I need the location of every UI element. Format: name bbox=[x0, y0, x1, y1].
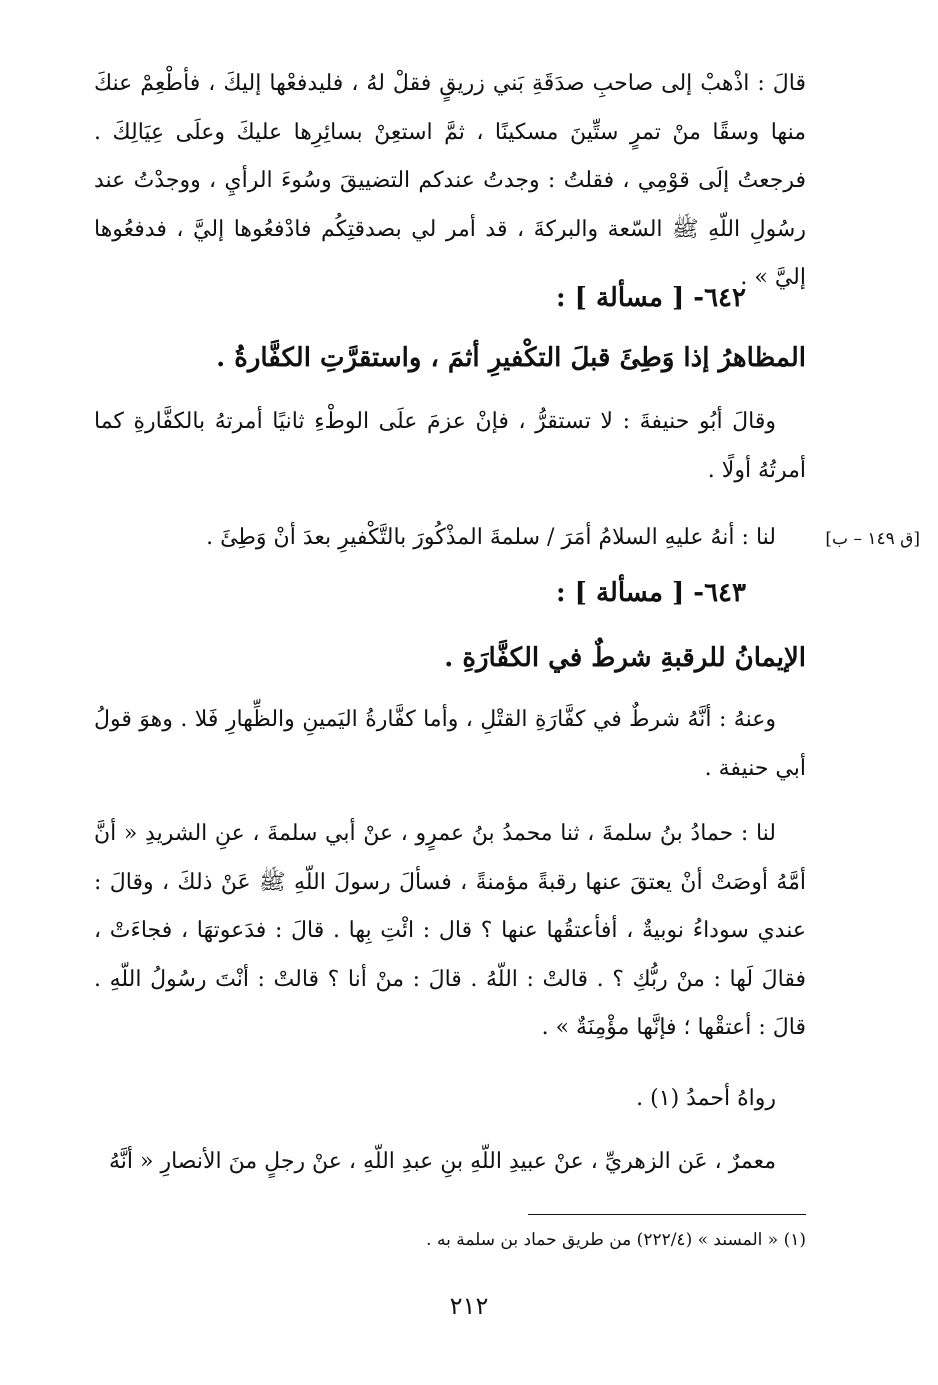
text-block bbox=[94, 398, 806, 495]
text-block bbox=[94, 696, 806, 793]
page-number: ٢١٢ bbox=[449, 1292, 489, 1320]
paragraph: وقالَ أبُو حنيفةَ : لا تستقرُّ ، فإنْ عزمَ علَى الوطْءِ ثانيًا أمرتهُ بالكفَّارةِ كما أمرتُهُ أولًا . bbox=[94, 409, 806, 483]
footnote-divider bbox=[528, 1214, 806, 1215]
issue-number-heading: ٦٤٢- [ مسألة ] : bbox=[555, 283, 746, 313]
footnote: (١) « المسند » (٢٢٢/٤) من طريق حماد بن سلمة به . bbox=[426, 1230, 806, 1250]
paragraph: وعنهُ : أنَّهُ شرطٌ في كفَّارَةِ القتْلِ ، وأما كفَّارةُ اليَمينِ والظِّهارِ فَلا . وهوَ قولُ أبي حنيفة . bbox=[94, 707, 806, 781]
paragraph: معمرٌ ، عَن الزهريِّ ، عنْ عبيدِ اللّهِ بنِ عبدِ اللّهِ ، عنْ رجلٍ منَ الأنصارِ « أنَّهُ bbox=[109, 1149, 776, 1174]
manuscript-folio-note: [ق ١٤٩ – ب] bbox=[825, 529, 920, 549]
text-block bbox=[94, 810, 806, 1053]
issue-title-heading: المظاهرُ إذا وَطِئَ قبلَ التكْفيرِ أثمَ ، واستقرَّتِ الكفَّارةُ . bbox=[216, 343, 806, 373]
paragraph: رواهُ أحمدُ (١) . bbox=[636, 1086, 776, 1111]
text-block bbox=[94, 1138, 806, 1187]
issue-title-heading: الإيمانُ للرقبةِ شرطٌ في الكفَّارَةِ . bbox=[444, 643, 806, 673]
paragraph: قالَ : اذْهبْ إلى صاحبِ صدَقَةِ بَني زريقٍ فقلْ لهُ ، فليدفعْها إليكَ ، فأطْعِمْ عنكَ منها وسقًا منْ تمرٍ ستِّينَ مسكينًا ، ثمَّ استعِنْ بسائِرِها عليكَ وعلَى عِيَالِكَ . فرجعتُ إلَى قوْمِي ، فقلتُ : وجدتُ عندكم التضييقَ وسُوءَ الرأيِ ، ووجدْتُ عند رسُولِ اللّهِ ﷺ السّعة والبركةَ ، قد أمر لي بصدقتِكُم فادْفعُوها إليَّ ، فدفعُوها إليَّ » . bbox=[94, 71, 806, 290]
paragraph: لنا : أنهُ عليهِ السلامُ أمَرَ / سلمةَ المذْكُورَ بالتَّكْفيرِ بعدَ أنْ وَطِئَ . bbox=[206, 525, 776, 550]
text-block bbox=[94, 60, 806, 303]
text-block bbox=[94, 1075, 806, 1124]
issue-number-heading: ٦٤٣- [ مسألة ] : bbox=[555, 578, 746, 608]
text-block bbox=[94, 514, 806, 563]
paragraph: لنا : حمادُ بنُ سلمةَ ، ثنا محمدُ بنُ عمرٍو ، عنْ أبي سلمةَ ، عنِ الشريدِ « أنَّ أمَّهُ أوصَتْ أنْ يعتقَ عنها رقبةً مؤمنةً ، فسألَ رسولَ اللّهِ ﷺ عَنْ ذلكَ ، وقالَ : عندي سوداءُ نوبيةٌ ، أفأعتقُها عنها ؟ قال : ائْتِ بِها . قالَ : فدَعوتهَا ، فجاءَتْ ، فقالَ لَها : منْ ربُّكِ ؟ . قالتْ : اللّهُ . قالَ : منْ أنا ؟ قالتْ : أنْتَ رسُولُ اللّهِ . قالَ : أعتقْها ؛ فإنَّها مؤْمِنَةٌ » . bbox=[94, 821, 806, 1040]
